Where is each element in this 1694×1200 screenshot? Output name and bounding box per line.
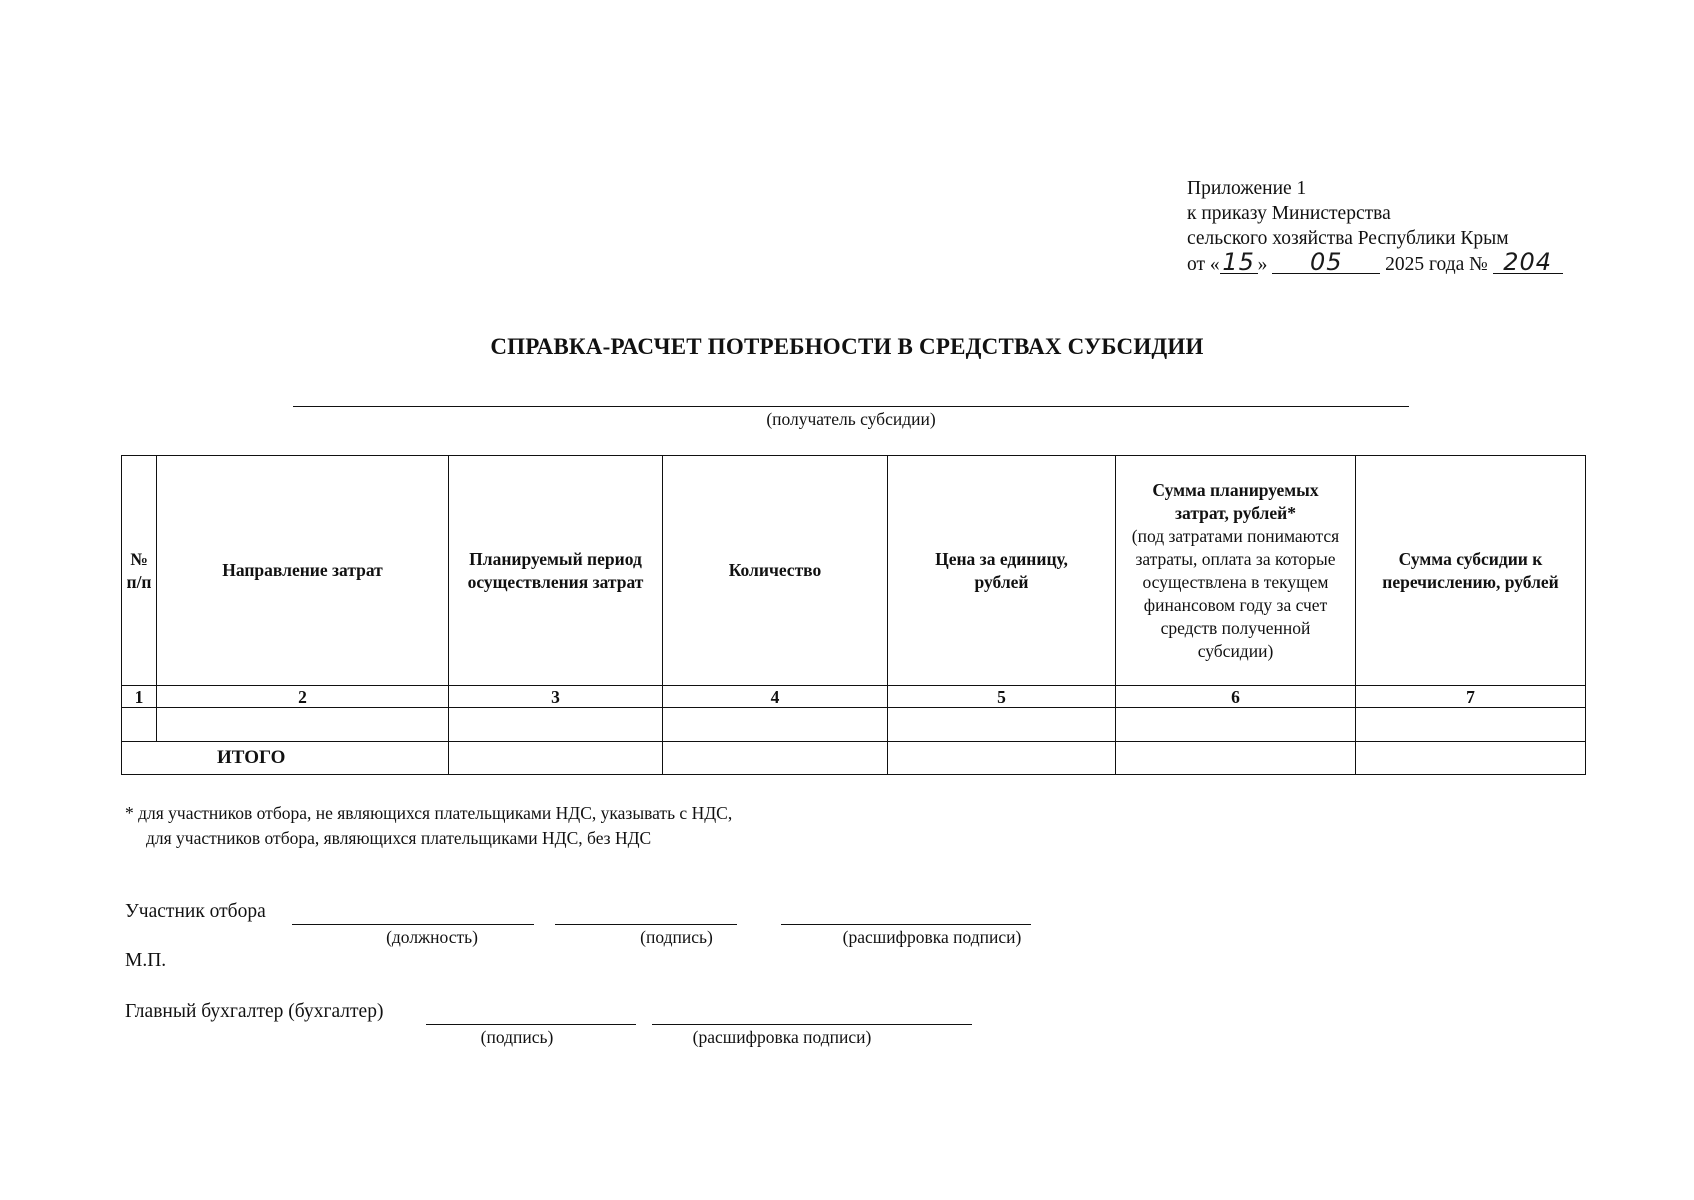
footnote-line-1: * для участников отбора, не являющихся плательщиками НДС, указывать с НДС, [125, 803, 733, 823]
total-label: ИТОГО [122, 742, 449, 775]
table-cell [1356, 742, 1586, 775]
table-cell [449, 742, 663, 775]
accountant-decoding-fill-line [652, 1024, 972, 1025]
header-quantity: Количество [663, 456, 888, 686]
order-number: 204 [1493, 251, 1563, 274]
recipient-caption: (получатель субсидии) [766, 409, 936, 429]
column-number: 3 [449, 686, 663, 708]
header-number [122, 456, 157, 686]
appendix-order-ref: к приказу Министерства [1187, 203, 1391, 224]
appendix-title: Приложение 1 [1187, 178, 1307, 199]
date-mid: » [1257, 254, 1268, 275]
appendix-ministry: сельского хозяйства Республики Крым [1187, 228, 1509, 249]
column-number: 4 [663, 686, 888, 708]
table-cell [1356, 708, 1586, 742]
stamp-label: М.П. [125, 950, 167, 971]
date-prefix: от « [1187, 254, 1220, 275]
decoding-caption: (расшифровка подписи) [842, 927, 1022, 947]
header-planned-cost-note: (под затратами понимаются затраты, оплата за которые осуществлена в текущем финансовом году за счет средств полученной субсидии) [1131, 525, 1340, 661]
table-cell [1116, 742, 1356, 775]
accountant-signature-fill-line [426, 1024, 636, 1025]
table-cell [663, 708, 888, 742]
header-planned-cost-title: Сумма планируемых затрат, рублей* [1152, 479, 1319, 523]
table-cell [449, 708, 663, 742]
appendix-date-line [1187, 248, 1563, 277]
accountant-label: Главный бухгалтер (бухгалтер) [125, 1001, 384, 1022]
vat-footnote [125, 801, 732, 851]
column-number: 1 [122, 686, 157, 708]
column-number-row [122, 686, 1586, 708]
document-title: СПРАВКА-РАСЧЕТ ПОТРЕБНОСТИ В СРЕДСТВАХ СУБСИДИИ [490, 334, 1204, 359]
recipient-fill-line [293, 406, 1409, 407]
position-fill-line [292, 924, 534, 925]
position-caption: (должность) [386, 927, 478, 947]
table-cell [888, 708, 1116, 742]
column-number: 5 [888, 686, 1116, 708]
accountant-signature-caption: (подпись) [480, 1027, 554, 1047]
footnote-line-2: для участников отбора, являющихся плательщиками НДС, без НДС [146, 828, 652, 848]
header-planned-period: Планируемый период осуществления затрат [449, 456, 663, 686]
table-cell [888, 742, 1116, 775]
table-cell [122, 708, 157, 742]
header-cost-direction: Направление затрат [157, 456, 449, 686]
accountant-decoding-caption: (расшифровка подписи) [692, 1027, 872, 1047]
table-cell [663, 742, 888, 775]
table-row [122, 708, 1586, 742]
header-unit-price: Цена за единицу, рублей [888, 456, 1116, 686]
signature-caption: (подпись) [640, 927, 713, 947]
date-day: 15 [1220, 251, 1258, 274]
calculation-table [121, 455, 1586, 775]
participant-label: Участник отбора [125, 901, 266, 922]
header-number-pp: п/п [126, 571, 152, 592]
table-header-row [122, 456, 1586, 686]
appendix-block [1187, 176, 1563, 277]
date-month: 05 [1272, 251, 1380, 274]
column-number: 7 [1356, 686, 1586, 708]
header-planned-cost-sum [1116, 456, 1356, 686]
decoding-fill-line [781, 924, 1031, 925]
header-number-symbol: № [130, 548, 148, 569]
table-cell [1116, 708, 1356, 742]
table-cell [157, 708, 449, 742]
column-number: 2 [157, 686, 449, 708]
total-row [122, 742, 1586, 775]
signature-fill-line [555, 924, 737, 925]
column-number: 6 [1116, 686, 1356, 708]
header-subsidy-sum: Сумма субсидии к перечислению, рублей [1356, 456, 1586, 686]
date-year-text: 2025 года № [1385, 254, 1488, 275]
